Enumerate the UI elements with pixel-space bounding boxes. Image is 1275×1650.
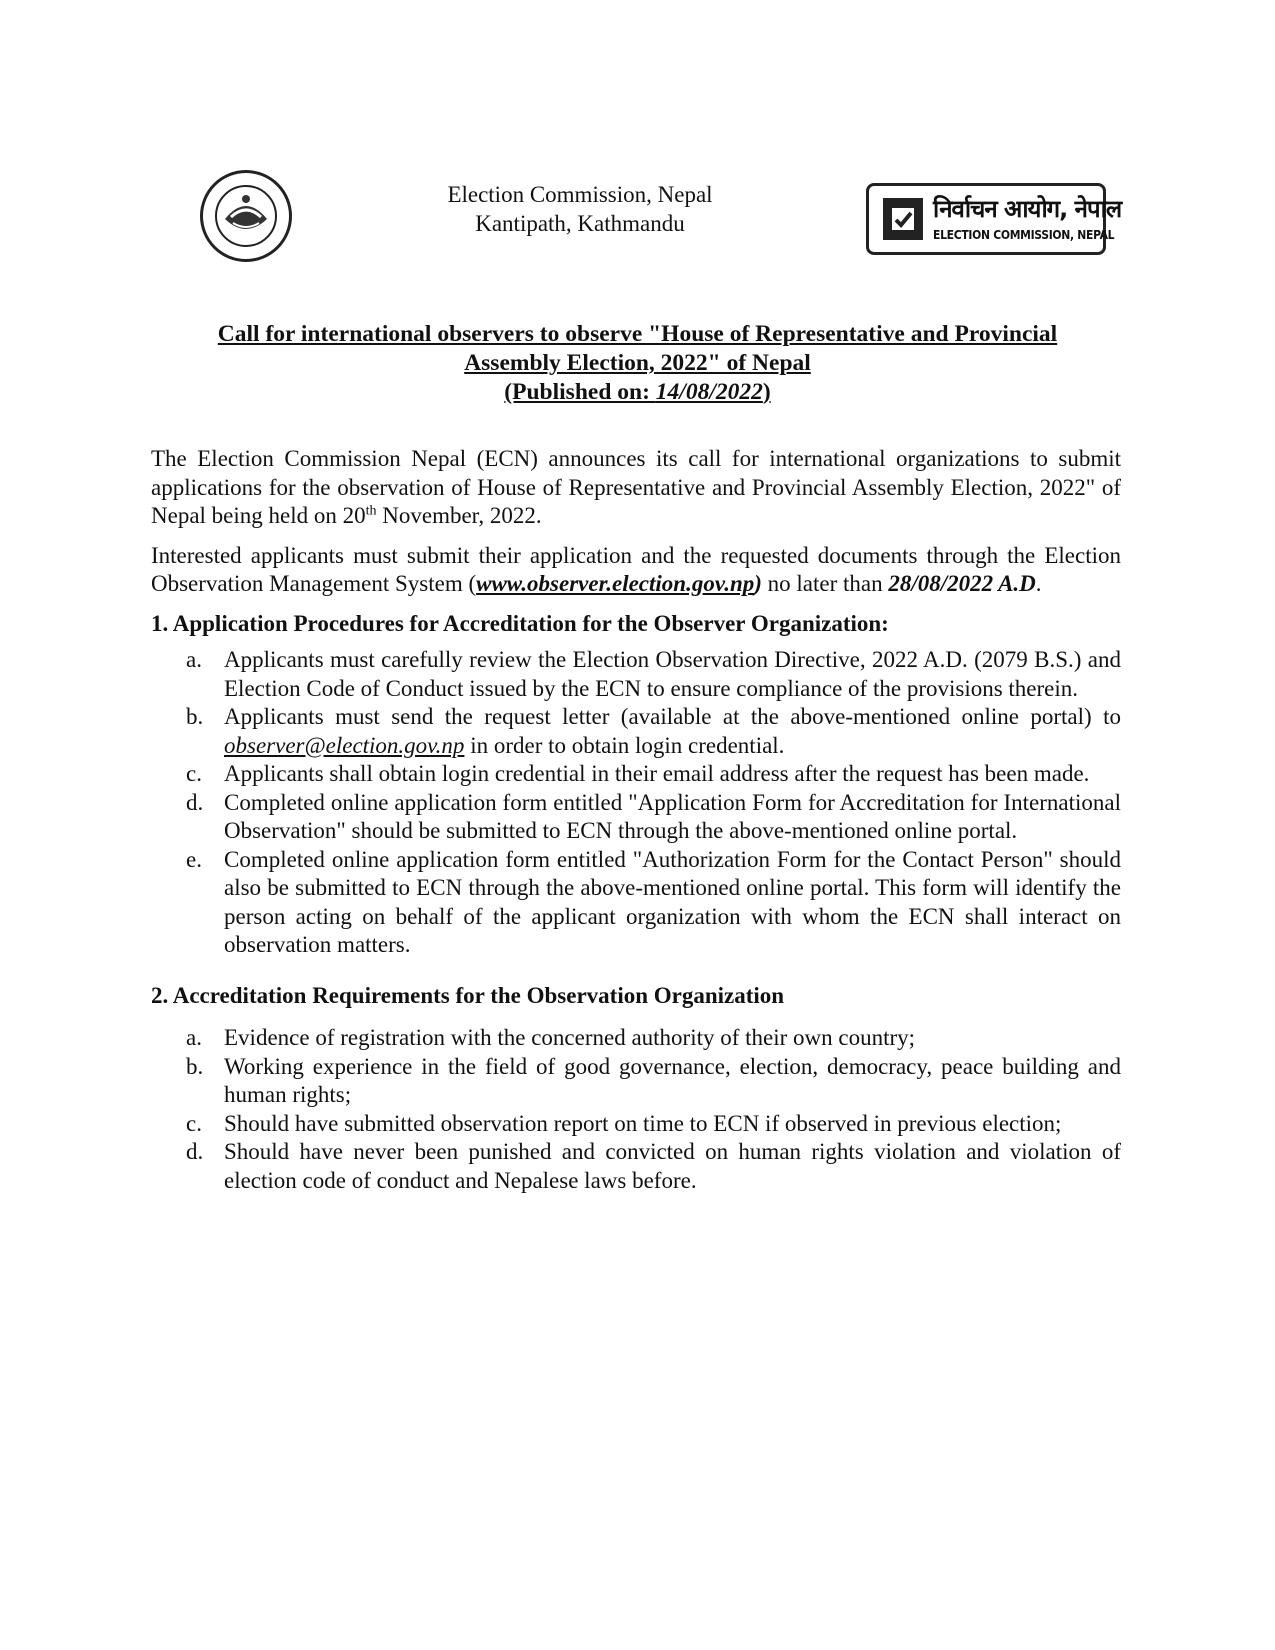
paren-close: ) xyxy=(754,571,762,596)
list-item xyxy=(151,646,1121,703)
list-item-text: Completed online application form entitled "Authorization Form for the Contact Person" should also be submitted to ECN through the above-mentioned online portal. This form will identify the person acting on behalf of the applicant organization with whom the ECN shall interact on observation matters. xyxy=(224,846,1121,957)
list-item xyxy=(151,1138,1121,1195)
deadline-lead: no later than xyxy=(761,571,889,596)
office-address xyxy=(330,180,830,238)
list-item-text: Should have submitted observation report on time to ECN if observed in previous election; xyxy=(224,1110,1062,1136)
list-item xyxy=(151,703,1121,760)
list-item xyxy=(151,789,1121,846)
published-date: 14/08/2022 xyxy=(655,379,763,405)
list-marker: a. xyxy=(186,647,202,672)
intro-text: The Election Commission Nepal (ECN) announces its call for international organizations to submit applications for the observation of House of Representative and Provincial Assembly Election, 2022" of Nepal being held on 20 xyxy=(151,446,1121,528)
intro2-text-end: . xyxy=(1035,571,1042,596)
observer-email-link[interactable]: observer@election.gov.np xyxy=(224,732,465,758)
list-marker: c. xyxy=(186,1110,202,1136)
section-2-heading: 2. Accreditation Requirements for the Observation Organization xyxy=(151,982,785,1008)
list-item-text: Applicants must send the request letter (available at the above-mentioned online portal) to xyxy=(224,704,1121,729)
list-item xyxy=(151,1024,1121,1053)
ballot-icon xyxy=(883,198,923,240)
list-item-text: Working experience in the field of good governance, election, democracy, peace building and human rights; xyxy=(224,1053,1121,1107)
list-item-text: Completed online application form entitled "Application Form for Accreditation for International Observation" should be submitted to ECN through the above-mentioned online portal. xyxy=(224,789,1121,843)
list-marker: b. xyxy=(186,704,204,729)
org-name: Election Commission, Nepal xyxy=(447,182,713,207)
list-item xyxy=(151,760,1121,789)
list-item xyxy=(151,846,1121,960)
published-line xyxy=(140,378,1135,407)
intro-paragraph-1 xyxy=(151,445,1121,531)
intro2-text: Interested applicants must submit their application and the requested documents through the Election Observation Management System ( xyxy=(151,542,1121,596)
logo-nepali-text: निर्वाचन आयोग, नेपाल xyxy=(933,195,1122,223)
ordinal-suffix: th xyxy=(365,503,377,519)
observer-portal-link[interactable]: www.observer.election.gov.np xyxy=(476,571,755,596)
list-item-text: Should have never been punished and convicted on human rights violation and violation of election code of conduct and Nepalese laws before. xyxy=(224,1139,1121,1193)
section-1-heading: 1. Application Procedures for Accreditation for the Observer Organization: xyxy=(151,610,889,636)
intro-text-end: November, 2022. xyxy=(376,503,542,528)
title-line-1: Call for international observers to observe "House of Representative and Provincial xyxy=(217,321,1058,347)
list-item xyxy=(151,1053,1121,1110)
list-marker: c. xyxy=(186,761,202,786)
list-marker: d. xyxy=(186,1139,204,1164)
list-marker: e. xyxy=(186,846,202,872)
list-item-text: Applicants shall obtain login credential in their email address after the request has been made. xyxy=(224,761,1090,786)
published-prefix: (Published on: xyxy=(504,379,656,405)
published-suffix: ) xyxy=(762,379,771,405)
list-item-text: Applicants must carefully review the Election Observation Directive, 2022 A.D. (2079 B.S.) and Election Code of Conduct issued by the ECN to ensure compliance of the provisions therein. xyxy=(224,647,1121,701)
logo-english-text: ELECTION COMMISSION, NEPAL xyxy=(933,228,1115,242)
notice-body xyxy=(151,445,1121,1195)
list-marker: d. xyxy=(186,789,204,815)
intro-paragraph-2 xyxy=(151,542,1121,599)
list-item xyxy=(151,1110,1121,1139)
deadline-date: 28/08/2022 A.D xyxy=(888,571,1036,596)
ecn-logo xyxy=(866,183,1122,255)
section-1-list xyxy=(151,646,1121,960)
title-line-2: Assembly Election, 2022" of Nepal xyxy=(464,350,811,376)
nepal-emblem-icon xyxy=(200,170,292,262)
section-2-list xyxy=(151,1024,1121,1195)
org-address: Kantipath, Kathmandu xyxy=(475,211,685,236)
list-item-text: Evidence of registration with the concerned authority of their own country; xyxy=(224,1025,916,1050)
list-marker: a. xyxy=(186,1025,202,1050)
list-marker: b. xyxy=(186,1053,204,1079)
list-item-text-end: in order to obtain login credential. xyxy=(464,732,785,758)
notice-title xyxy=(140,320,1135,407)
